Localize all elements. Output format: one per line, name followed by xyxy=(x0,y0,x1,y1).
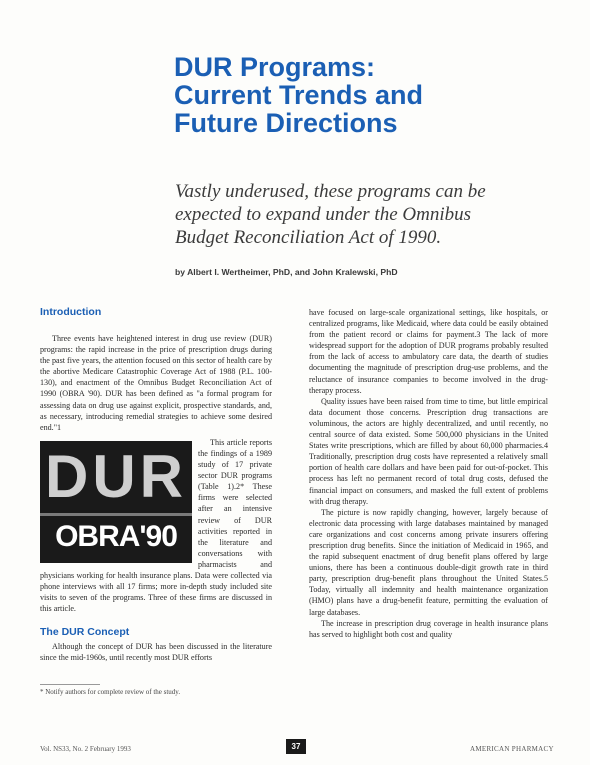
introduction-heading: Introduction xyxy=(40,306,102,318)
obra-logo-text: OBRA'90 xyxy=(55,519,177,553)
intro-paragraph-2: This article reports the findings of a 1989 study of 17 private sector DUR programs (Table 1).2* These firms were selected after an intensive review of DUR activities reported in the literature and conversations with pharmacists and physicians working for health insurance plans. Data were collected via phone interviews with all 17 firms; more in-depth study included site visits to seven of the programs. Three of these firms are discussed in this article. xyxy=(40,437,272,614)
dur-obra-graphic xyxy=(40,441,192,565)
footer-volume: Vol. NS33, No. 2 February 1993 xyxy=(40,745,131,753)
right-paragraph-2: Quality issues have been raised from time to time, but little empirical data document those concerns. Prescription drug transactions are voluminous, the actors are highly decentralized, and until recently, no central source of data existed. Some 500,000 physicians in the United States write prescriptions, which are filled by about 60,000 pharmacies.4 Traditionally, prescription drug costs have represented a relatively small portion of health care dollars and have been paid for out-of-pocket. This process has left no permanent record of total drug costs, defused the financial impact on consumers, and masked the full extent of problems with drug therapy. xyxy=(309,396,548,506)
subtitle-line-2: expected to expand under the Omnibus xyxy=(175,204,471,225)
title-line-1: DUR Programs: xyxy=(174,52,376,82)
dur-concept-heading: The DUR Concept xyxy=(40,626,130,639)
title-line-3: Future Directions xyxy=(174,108,398,138)
dur-logo-text: DUR xyxy=(45,442,187,510)
article-subtitle xyxy=(175,180,555,249)
right-paragraph-4: The increase in prescription drug coverage in health insurance plans has served to highlight both cost and quality xyxy=(309,618,548,639)
subtitle-line-3: Budget Reconciliation Act of 1990. xyxy=(175,227,442,248)
right-column xyxy=(309,307,548,640)
page-number: 37 xyxy=(286,739,306,754)
dur-obra-logo xyxy=(40,441,192,563)
right-paragraph-1: have focused on large-scale organizational settings, like hospitals, or centralized programs, like Medicaid, where data could be easily obtained from the patient record or claims for payment.3 The lack of more widespread support for the adoption of DUR programs probably resulted from the lack of access to ambulatory care data, the dearth of studies documenting the magnitude of prescription drug-use problems, and the reluctance of insurance companies to become involved in the drug-therapy process. xyxy=(309,308,548,395)
footnote-rule xyxy=(40,684,100,685)
article-title xyxy=(174,53,574,137)
right-paragraph-3: The picture is now rapidly changing, however, largely because of electronic data processing with large databases maintained by managed care organizations and cost concerns among private insurers offering prescription drug benefits. Since the initiation of Medicaid in 1965, and the rapid subsequent enactment of drug benefit plans offered by large unions, there has been a continuous double-digit growth rate in third party, prescription drug-benefit plans throughout the United States.5 Today, virtually all indemnity and health maintenance organization (HMO) plans have a drug-benefit feature, permitting the evaluation of large databases. xyxy=(309,507,548,617)
concept-paragraph-1: Although the concept of DUR has been discussed in the literature since the mid-1960s, until recently most DUR efforts xyxy=(40,642,272,663)
logo-divider xyxy=(40,513,192,516)
subtitle-line-1: Vastly underused, these programs can be xyxy=(175,181,486,202)
intro-paragraph-1: Three events have heightened interest in drug use review (DUR) programs: the rapid increase in the price of prescription drugs during the past five years, the attention focused on this sector of health care by the abortive Medicare Catastrophic Coverage Act of 1988 (P.L. 100-130), and enactment of the Omnibus Budget Reconciliation Act of 1990 (OBRA '90). DUR has been defined as "a formal program for assessing data on drug use against explicit, prospective standards, and, as necessary, introducing remedial strategies to achieve some desired end."1 xyxy=(40,334,272,432)
left-column xyxy=(40,306,272,664)
footer-publication: AMERICAN PHARMACY xyxy=(470,745,554,753)
byline: by Albert I. Wertheimer, PhD, and John Kralewski, PhD xyxy=(175,267,398,277)
title-line-2: Current Trends and xyxy=(174,80,424,110)
footnote: * Notify authors for complete review of the study. xyxy=(40,688,181,696)
